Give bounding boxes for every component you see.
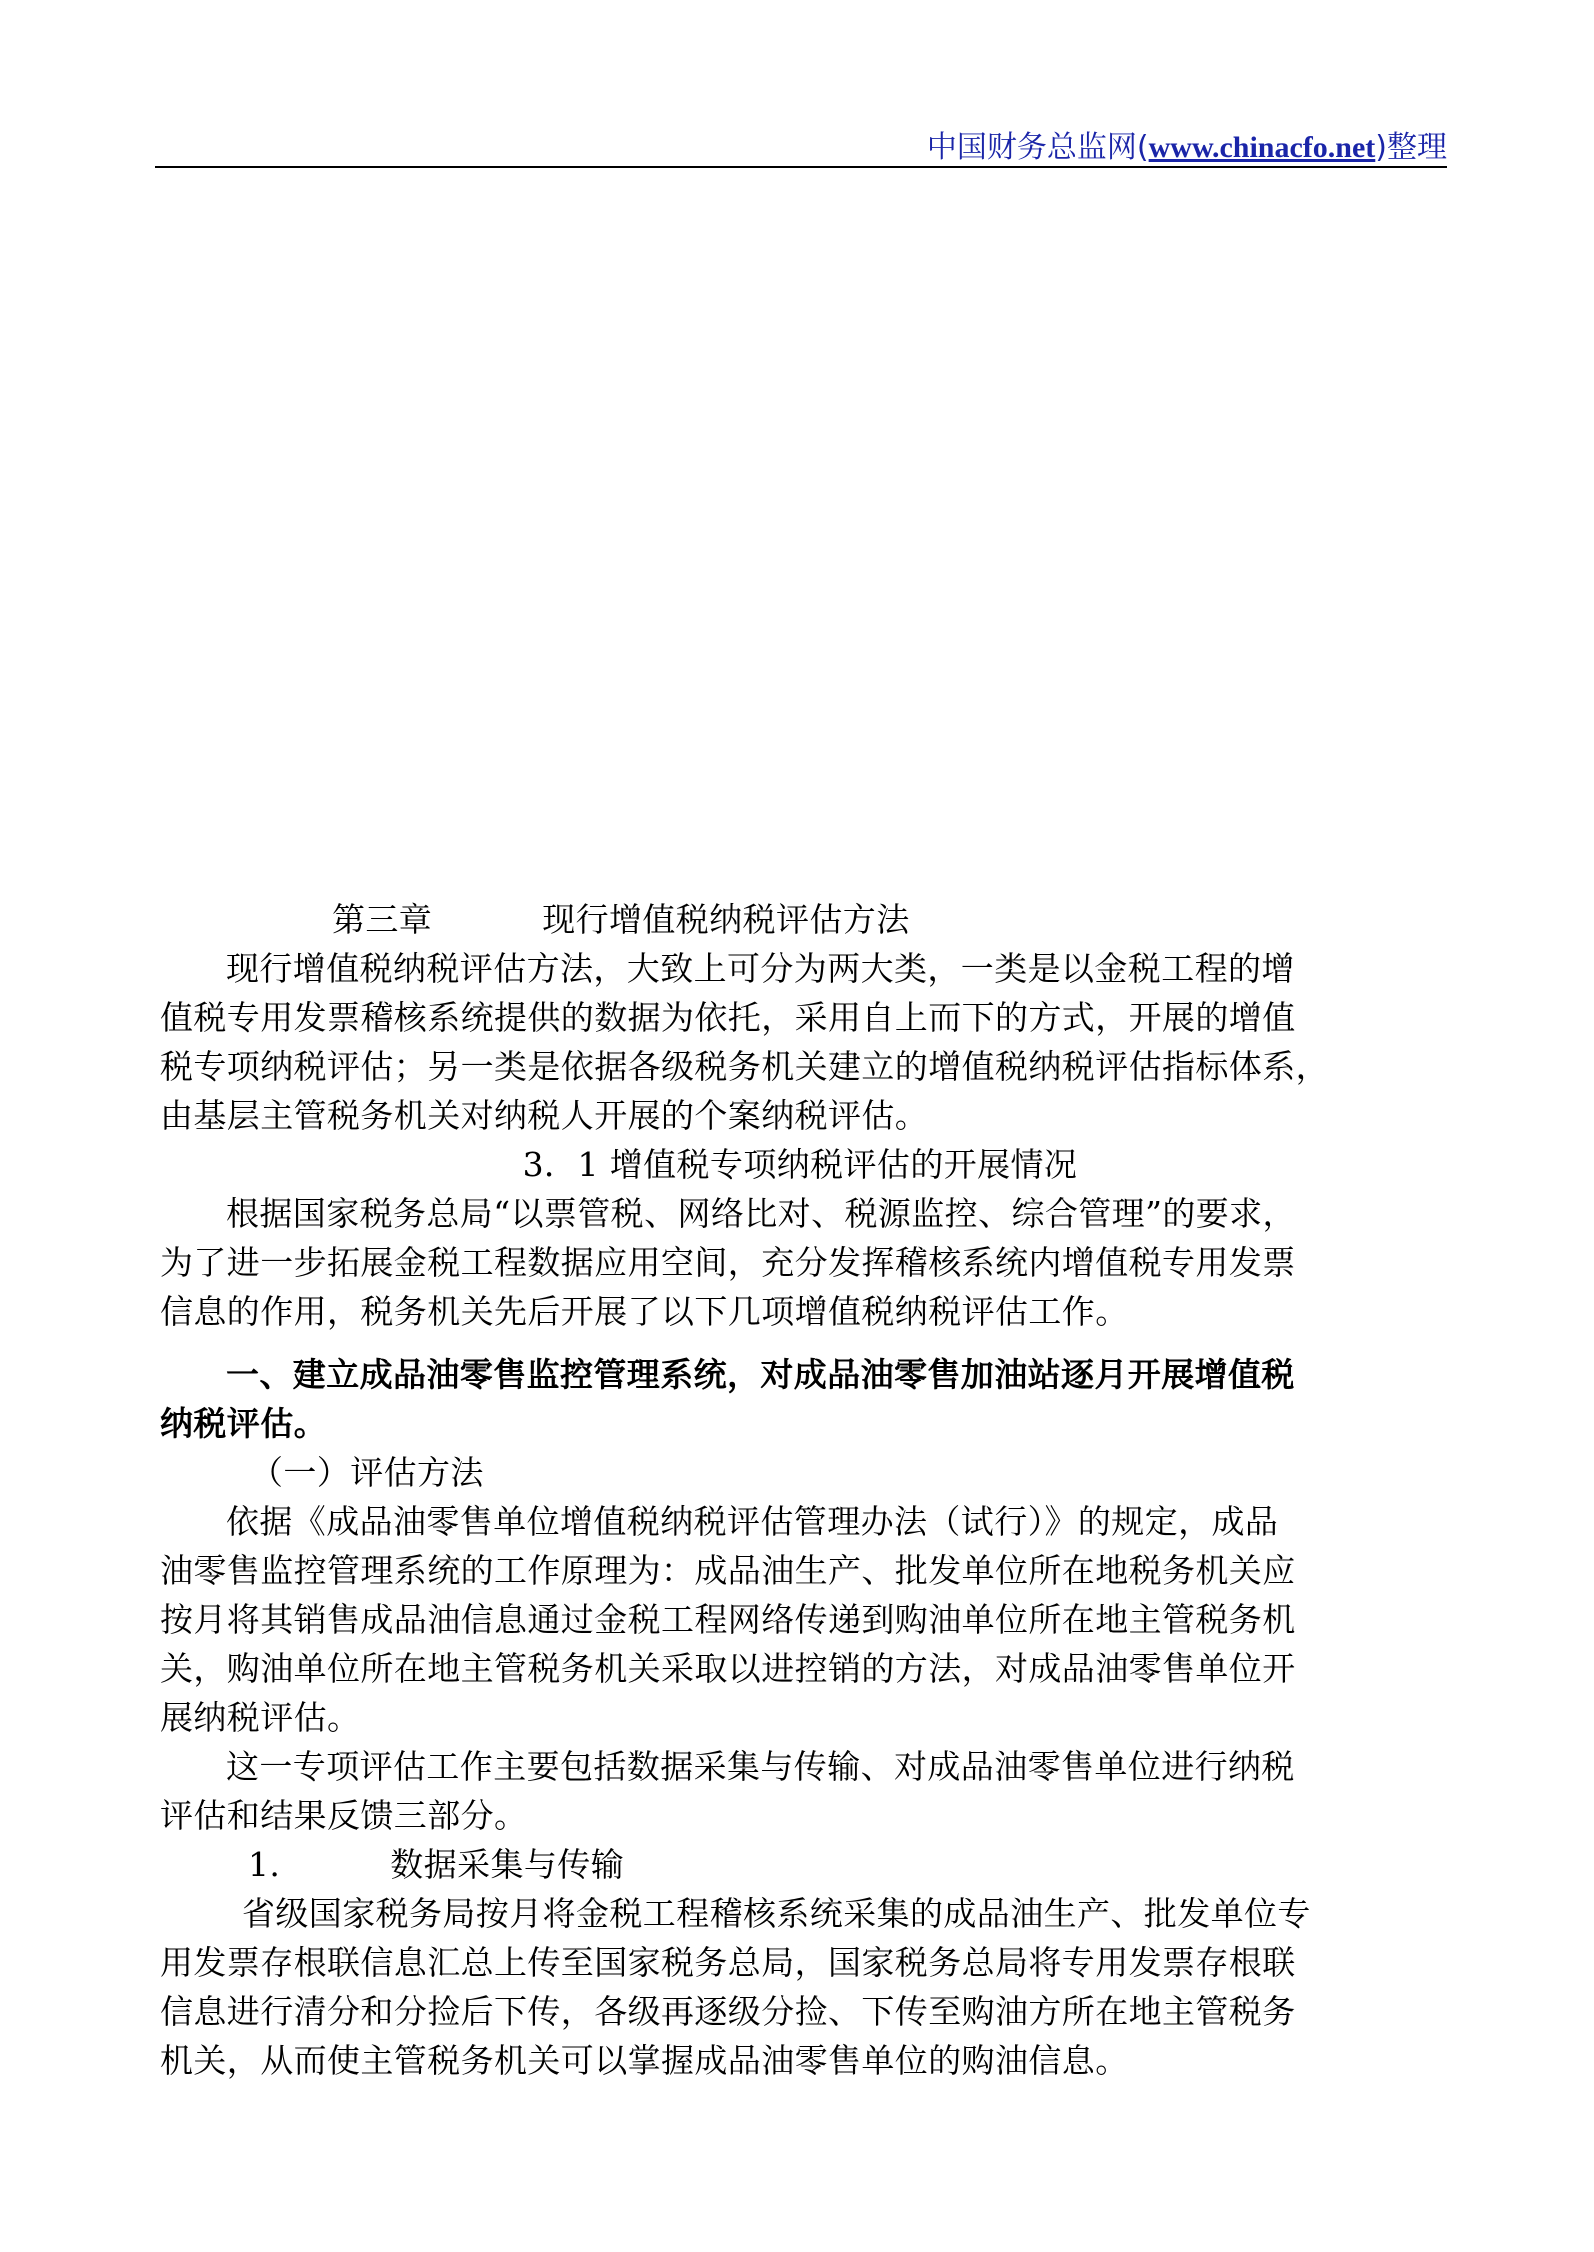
paragraph-line: 由基层主管税务机关对纳税人开展的个案纳税评估。 <box>160 1096 929 1135</box>
paragraph-line: 展纳税评估。 <box>160 1698 361 1737</box>
chapter-number: 第三章 <box>332 900 433 939</box>
section-3-1-paragraph <box>160 1189 1440 1336</box>
header-source-text <box>927 122 1447 166</box>
method-paragraph <box>160 1497 1440 1742</box>
heading-line: 纳税评估。 <box>160 1404 327 1443</box>
paragraph-line: 信息的作用，税务机关先后开展了以下几项增值税纳税评估工作。 <box>160 1292 1129 1331</box>
chapter-heading <box>160 895 1440 944</box>
intro-paragraph <box>160 944 1440 1140</box>
paragraph-line: 按月将其销售成品油信息通过金税工程网络传递到购油单位所在地主管税务机 <box>160 1600 1296 1639</box>
chapter-title: 现行增值税纳税评估方法 <box>542 900 910 939</box>
page-header <box>155 118 1447 168</box>
section-heading-3-1: 3．1 增值税专项纳税评估的开展情况 <box>522 1145 1078 1184</box>
scope-paragraph <box>160 1742 1440 1840</box>
paragraph-line: 根据国家税务总局“以票管税、网络比对、税源监控、综合管理”的要求， <box>226 1194 1296 1233</box>
numbered-heading-data-collection <box>160 1840 1440 1889</box>
paragraph-line: 省级国家税务局按月将金税工程稽核系统采集的成品油生产、批发单位专 <box>242 1894 1311 1933</box>
paragraph-line: 用发票存根联信息汇总上传至国家税务总局，国家税务总局将专用发票存根联 <box>160 1943 1296 1982</box>
document-body <box>160 895 1440 2085</box>
paragraph-line: 现行增值税纳税评估方法，大致上可分为两大类，一类是以金税工程的增 <box>226 949 1295 988</box>
paragraph-line: 信息进行清分和分捡后下传，各级再逐级分捡、下传至购油方所在地主管税务 <box>160 1992 1296 2031</box>
heading-line: 一、建立成品油零售监控管理系统，对成品油零售加油站逐月开展增值税 <box>226 1355 1295 1394</box>
numbered-heading-number: 1. <box>248 1845 281 1884</box>
paragraph-line: 机关，从而使主管税务机关可以掌握成品油零售单位的购油信息。 <box>160 2041 1129 2080</box>
item-1-heading <box>160 1350 1440 1448</box>
paragraph-line: 值税专用发票稽核系统提供的数据为依托，采用自上而下的方式，开展的增值 <box>160 998 1296 1037</box>
sub-heading-evaluation-method: （一）评估方法 <box>250 1453 484 1492</box>
paragraph-line: 这一专项评估工作主要包括数据采集与传输、对成品油零售单位进行纳税 <box>226 1747 1295 1786</box>
header-site-suffix: )整理 <box>1375 130 1447 165</box>
paragraph-line: 评估和结果反馈三部分。 <box>160 1796 528 1835</box>
paragraph-line: 关，购油单位所在地主管税务机关采取以进控销的方法，对成品油零售单位开 <box>160 1649 1296 1688</box>
data-collection-paragraph <box>160 1889 1440 2085</box>
paragraph-line: 油零售监控管理系统的工作原理为：成品油生产、批发单位所在地税务机关应 <box>160 1551 1296 1590</box>
header-site-name: 中国财务总监网( <box>926 130 1149 165</box>
header-site-url-link[interactable]: www.chinacfo.net <box>1148 131 1376 164</box>
numbered-heading-title: 数据采集与传输 <box>390 1845 625 1884</box>
paragraph-line: 税专项纳税评估；另一类是依据各级税务机关建立的增值税纳税评估指标体系， <box>160 1047 1329 1086</box>
paragraph-line: 为了进一步拓展金税工程数据应用空间，充分发挥稽核系统内增值税专用发票 <box>160 1243 1296 1282</box>
paragraph-line: 依据《成品油零售单位增值税纳税评估管理办法（试行）》的规定，成品 <box>226 1502 1279 1541</box>
